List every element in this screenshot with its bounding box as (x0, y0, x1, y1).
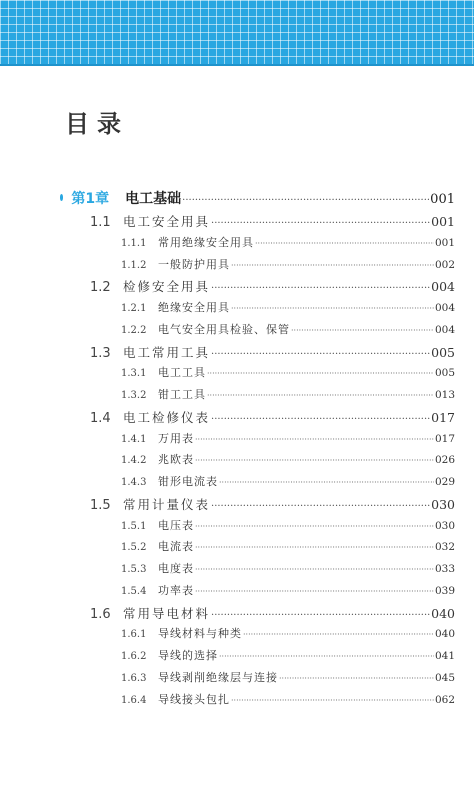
entry-label: 万用表 (158, 431, 194, 445)
entry-page-number: 029 (434, 476, 455, 488)
toc-subsection-row[interactable] (121, 473, 455, 489)
toc-subsection-row[interactable] (121, 451, 455, 467)
dot-leader (211, 414, 430, 425)
entry-number: 1.4.1 (121, 433, 147, 445)
entry-number: 1.6.2 (121, 651, 147, 662)
entry-number: 1.5.4 (121, 585, 147, 597)
entry-label: 导线接头包扎 (158, 692, 230, 706)
dot-leader (211, 283, 430, 294)
toc-subsection-row[interactable] (121, 647, 455, 663)
toc-chapter-row[interactable] (60, 188, 455, 208)
chapter-bullet-icon (60, 194, 63, 201)
entry-page-number: 004 (434, 302, 455, 314)
chapter-number: 第1章 (71, 191, 110, 207)
entry-label: 钳工工具 (158, 388, 206, 401)
entry-page-number: 005 (434, 367, 455, 380)
entry-number: 1.6 (90, 606, 111, 622)
dot-leader (211, 610, 430, 621)
entry-label: 导线的选择 (158, 649, 218, 662)
toc-subsection-row[interactable] (121, 625, 455, 641)
entry-page-number: 013 (434, 389, 455, 401)
entry-label: 电工常用工具 (123, 344, 211, 360)
dot-leader (231, 261, 434, 270)
toc-subsection-row[interactable] (121, 538, 455, 554)
entry-number: 1.5.1 (121, 520, 147, 532)
toc-subsection-row[interactable] (121, 364, 455, 380)
grid-header-band (0, 0, 474, 66)
entry-page-number: 004 (434, 323, 455, 336)
entry-page-number: 001 (431, 214, 455, 229)
dot-leader (255, 239, 434, 248)
dot-leader (207, 369, 434, 378)
entry-label: 导线材料与种类 (158, 627, 242, 641)
toc-subsection-row[interactable] (121, 234, 455, 250)
entry-number: 1.6.4 (121, 694, 147, 706)
entry-page-number: 030 (434, 519, 455, 532)
entry-page-number: 002 (434, 258, 455, 271)
dot-leader (195, 456, 434, 465)
dot-leader (219, 478, 434, 487)
toc-section-row[interactable] (90, 343, 455, 361)
toc-section-row[interactable] (90, 495, 455, 513)
entry-label: 电工安全用具 (123, 214, 211, 229)
entry-label: 电气安全用具检验、保管 (158, 322, 290, 336)
entry-number: 1.3.2 (121, 390, 147, 401)
entry-number: 1.4 (90, 410, 111, 426)
toc-section-row[interactable] (90, 277, 455, 295)
entry-number: 1.6.3 (121, 672, 147, 684)
entry-page-number: 001 (434, 236, 455, 249)
toc-subsection-row[interactable] (121, 430, 455, 446)
dot-leader (291, 326, 434, 335)
entry-page-number: 004 (431, 279, 455, 295)
dot-leader (195, 543, 434, 552)
dot-leader (195, 565, 434, 574)
dot-leader (195, 435, 434, 444)
toc-subsection-row[interactable] (121, 560, 455, 576)
entry-label: 检修安全用具 (123, 279, 211, 295)
entry-page-number: 026 (434, 454, 455, 467)
toc-section-row[interactable] (90, 212, 455, 230)
dot-leader (211, 218, 430, 229)
entry-number: 1.1.1 (121, 237, 147, 249)
entry-page-number: 032 (434, 541, 455, 554)
toc-subsection-row[interactable] (121, 321, 455, 337)
entry-number: 1.5 (90, 497, 111, 513)
entry-number: 1.6.1 (121, 629, 147, 641)
entry-label: 常用绝缘安全用具 (158, 235, 254, 249)
dot-leader (207, 391, 434, 400)
toc-section-row[interactable] (90, 604, 455, 622)
dot-leader (182, 195, 429, 206)
entry-page-number: 017 (431, 409, 455, 425)
entry-number: 1.3 (90, 345, 111, 361)
chapter-label: 电工基础 (125, 191, 182, 207)
toc-title: 目录 (65, 110, 129, 138)
entry-page-number: 062 (434, 693, 455, 706)
entry-label: 电压表 (158, 518, 194, 532)
dot-leader (279, 674, 434, 683)
entry-label: 导线剥削绝缘层与连接 (158, 670, 278, 684)
entry-number: 1.2.2 (121, 324, 147, 336)
entry-number: 1.2.1 (121, 303, 147, 314)
entry-number: 1.2 (90, 280, 111, 296)
entry-label: 电工检修仪表 (123, 409, 211, 425)
entry-number: 1.1 (90, 215, 111, 230)
entry-number: 1.5.2 (121, 542, 147, 554)
entry-label: 电工工具 (158, 366, 206, 380)
dot-leader (211, 501, 430, 512)
entry-page-number: 030 (431, 496, 455, 512)
toc-subsection-row[interactable] (121, 691, 455, 707)
dot-leader (195, 587, 434, 596)
entry-page-number: 040 (431, 605, 455, 621)
chapter-page-number: 001 (430, 192, 455, 207)
entry-label: 常用导电材料 (123, 605, 211, 621)
toc-subsection-row[interactable] (121, 256, 455, 272)
toc-subsection-row[interactable] (121, 386, 455, 402)
entry-number: 1.4.3 (121, 477, 147, 488)
toc-subsection-row[interactable] (121, 582, 455, 598)
entry-page-number: 039 (434, 584, 455, 597)
entry-label: 电流表 (158, 540, 194, 554)
entry-label: 功率表 (158, 583, 194, 597)
entry-label: 钳形电流表 (158, 475, 218, 488)
entry-page-number: 005 (431, 344, 455, 360)
toc-subsection-row[interactable] (121, 517, 455, 533)
entry-number: 1.1.2 (121, 259, 147, 271)
entry-number: 1.4.2 (121, 455, 147, 467)
toc-subsection-row[interactable] (121, 299, 455, 315)
entry-label: 绝缘安全用具 (158, 301, 230, 314)
entry-page-number: 041 (434, 650, 455, 662)
dot-leader (243, 630, 434, 639)
dot-leader (231, 304, 434, 313)
entry-number: 1.5.3 (121, 564, 147, 575)
dot-leader (231, 696, 434, 705)
dot-leader (195, 522, 434, 531)
entry-label: 兆欧表 (158, 453, 194, 467)
entry-page-number: 045 (434, 671, 455, 684)
entry-page-number: 033 (434, 563, 455, 575)
entry-label: 一般防护用具 (158, 257, 230, 271)
dot-leader (219, 652, 434, 661)
entry-label: 常用计量仪表 (123, 496, 211, 512)
entry-page-number: 040 (434, 628, 455, 641)
entry-page-number: 017 (434, 432, 455, 445)
dot-leader (211, 349, 430, 360)
toc-subsection-row[interactable] (121, 669, 455, 685)
entry-label: 电度表 (158, 562, 194, 575)
toc-section-row[interactable] (90, 408, 455, 426)
entry-number: 1.3.1 (121, 368, 147, 380)
